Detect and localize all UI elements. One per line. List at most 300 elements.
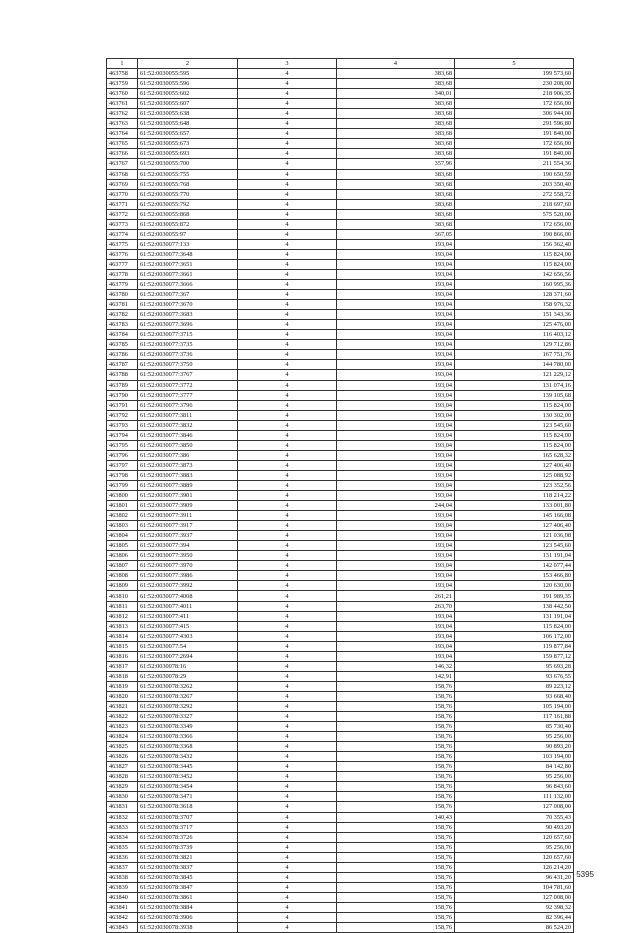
row-number-cell: 463796	[107, 450, 138, 460]
cadastral-number-cell: 61:52:0030077:3750	[138, 360, 238, 370]
category-cell: 4	[238, 812, 337, 822]
cadastral-number-cell: 61:52:0030077:411	[138, 611, 238, 621]
row-number-cell: 463820	[107, 691, 138, 701]
row-number-cell: 463764	[107, 129, 138, 139]
category-cell: 4	[238, 480, 337, 490]
value-cell: 159 877,12	[455, 651, 574, 661]
cadastral-number-cell: 61:52:0030077:3909	[138, 501, 238, 511]
cadastral-number-cell: 61:52:0030078:3454	[138, 782, 238, 792]
table-row	[107, 330, 574, 340]
table-row	[107, 752, 574, 762]
value-cell: 96 843,60	[455, 782, 574, 792]
cadastral-number-cell: 61:52:0030055:595	[138, 69, 238, 79]
category-cell: 4	[238, 129, 337, 139]
cadastral-number-cell: 61:52:0030077:3901	[138, 491, 238, 501]
value-cell: 156 362,40	[455, 239, 574, 249]
category-cell: 4	[238, 762, 337, 772]
row-number-cell: 463839	[107, 882, 138, 892]
area-cell: 193,04	[337, 269, 455, 279]
row-number-cell: 463816	[107, 651, 138, 661]
area-cell: 383,68	[337, 79, 455, 89]
row-number-cell: 463800	[107, 491, 138, 501]
cadastral-number-cell: 61:52:0030078:3368	[138, 742, 238, 752]
value-cell: 95 256,00	[455, 732, 574, 742]
table-row	[107, 671, 574, 681]
cadastral-number-cell: 61:52:0030078:3726	[138, 832, 238, 842]
area-cell: 193,04	[337, 521, 455, 531]
value-cell: 93 676,55	[455, 671, 574, 681]
area-cell: 367,05	[337, 229, 455, 239]
table-row	[107, 822, 574, 832]
category-cell: 4	[238, 300, 337, 310]
value-cell: 85 730,40	[455, 722, 574, 732]
table-row	[107, 480, 574, 490]
value-cell: 230 208,00	[455, 79, 574, 89]
table-row	[107, 450, 574, 460]
cadastral-number-cell: 61:52:0030077:3796	[138, 400, 238, 410]
table-row	[107, 702, 574, 712]
table-row	[107, 460, 574, 470]
area-cell: 193,04	[337, 370, 455, 380]
row-number-cell: 463828	[107, 772, 138, 782]
table-row	[107, 601, 574, 611]
row-number-cell: 463829	[107, 782, 138, 792]
category-cell: 4	[238, 892, 337, 902]
value-cell: 160 995,36	[455, 280, 574, 290]
value-cell: 120 630,00	[455, 581, 574, 591]
value-cell: 111 132,00	[455, 792, 574, 802]
area-cell: 158,76	[337, 792, 455, 802]
cadastral-number-cell: 61:52:0030077:3651	[138, 259, 238, 269]
row-number-cell: 463841	[107, 902, 138, 912]
value-cell: 93 668,40	[455, 691, 574, 701]
value-cell: 115 824,00	[455, 621, 574, 631]
table-row	[107, 892, 574, 902]
area-cell: 244,04	[337, 501, 455, 511]
area-cell: 193,04	[337, 330, 455, 340]
area-cell: 193,04	[337, 430, 455, 440]
area-cell: 193,04	[337, 541, 455, 551]
row-number-cell: 463803	[107, 521, 138, 531]
row-number-cell: 463767	[107, 159, 138, 169]
cadastral-number-cell: 61:52:0030078:3938	[138, 923, 238, 933]
area-cell: 158,76	[337, 832, 455, 842]
cadastral-number-cell: 61:52:0030077:2694	[138, 651, 238, 661]
value-cell: 84 142,80	[455, 762, 574, 772]
category-cell: 4	[238, 420, 337, 430]
value-cell: 103 194,00	[455, 752, 574, 762]
cadastral-number-cell: 61:52:0030077:54	[138, 641, 238, 651]
table-row	[107, 511, 574, 521]
area-cell: 193,04	[337, 651, 455, 661]
category-cell: 4	[238, 732, 337, 742]
value-cell: 127 008,00	[455, 802, 574, 812]
value-cell: 127 406,40	[455, 460, 574, 470]
area-cell: 340,01	[337, 89, 455, 99]
area-cell: 140,43	[337, 812, 455, 822]
table-row	[107, 79, 574, 89]
table-row	[107, 249, 574, 259]
area-cell: 158,76	[337, 923, 455, 933]
cadastral-number-cell: 61:52:0030055:872	[138, 219, 238, 229]
area-cell: 193,04	[337, 360, 455, 370]
value-cell: 144 780,00	[455, 360, 574, 370]
category-cell: 4	[238, 882, 337, 892]
area-cell: 193,04	[337, 249, 455, 259]
value-cell: 115 824,00	[455, 259, 574, 269]
area-cell: 193,04	[337, 480, 455, 490]
table-row	[107, 681, 574, 691]
value-cell: 96 431,20	[455, 872, 574, 882]
table-row	[107, 902, 574, 912]
category-cell: 4	[238, 460, 337, 470]
cadastral-number-cell: 61:52:0030055:673	[138, 139, 238, 149]
value-cell: 172 656,00	[455, 139, 574, 149]
row-number-cell: 463814	[107, 631, 138, 641]
category-cell: 4	[238, 511, 337, 521]
cadastral-number-cell: 61:52:0030078:3739	[138, 842, 238, 852]
area-cell: 158,76	[337, 912, 455, 922]
row-number-cell: 463760	[107, 89, 138, 99]
row-number-cell: 463797	[107, 460, 138, 470]
row-number-cell: 463780	[107, 290, 138, 300]
row-number-cell: 463827	[107, 762, 138, 772]
table-row	[107, 611, 574, 621]
value-cell: 142 656,56	[455, 269, 574, 279]
value-cell: 123 545,60	[455, 541, 574, 551]
row-number-cell: 463843	[107, 923, 138, 933]
table-row	[107, 109, 574, 119]
area-cell: 158,76	[337, 702, 455, 712]
category-cell: 4	[238, 310, 337, 320]
category-cell: 4	[238, 89, 337, 99]
category-cell: 4	[238, 872, 337, 882]
cadastral-number-cell: 61:52:0030055:602	[138, 89, 238, 99]
value-cell: 115 824,00	[455, 430, 574, 440]
row-number-cell: 463778	[107, 269, 138, 279]
category-cell: 4	[238, 149, 337, 159]
row-number-cell: 463765	[107, 139, 138, 149]
category-cell: 4	[238, 209, 337, 219]
category-cell: 4	[238, 712, 337, 722]
value-cell: 120 657,60	[455, 852, 574, 862]
category-cell: 4	[238, 822, 337, 832]
row-number-cell: 463819	[107, 681, 138, 691]
table-row	[107, 772, 574, 782]
table-row	[107, 501, 574, 511]
table-row	[107, 370, 574, 380]
cadastral-number-cell: 61:52:0030077:415	[138, 621, 238, 631]
cadastral-number-cell: 61:52:0030077:367	[138, 290, 238, 300]
table-row	[107, 802, 574, 812]
table-row	[107, 842, 574, 852]
row-number-cell: 463794	[107, 430, 138, 440]
cadastral-number-cell: 61:52:0030078:3471	[138, 792, 238, 802]
table-row	[107, 561, 574, 571]
area-cell: 193,04	[337, 259, 455, 269]
area-cell: 146,32	[337, 661, 455, 671]
value-cell: 272 558,72	[455, 189, 574, 199]
area-cell: 383,68	[337, 209, 455, 219]
category-cell: 4	[238, 370, 337, 380]
category-cell: 4	[238, 832, 337, 842]
category-cell: 4	[238, 782, 337, 792]
cadastral-number-cell: 61:52:0030078:3267	[138, 691, 238, 701]
cadastral-number-cell: 61:52:0030077:3670	[138, 300, 238, 310]
table-row	[107, 430, 574, 440]
category-cell: 4	[238, 521, 337, 531]
category-cell: 4	[238, 79, 337, 89]
table-row	[107, 491, 574, 501]
cadastral-number-cell: 61:52:0030078:29	[138, 671, 238, 681]
table-row	[107, 531, 574, 541]
value-cell: 142 077,44	[455, 561, 574, 571]
area-cell: 383,68	[337, 129, 455, 139]
table-row	[107, 732, 574, 742]
value-cell: 90 493,20	[455, 822, 574, 832]
area-cell: 193,04	[337, 561, 455, 571]
value-cell: 218 697,60	[455, 199, 574, 209]
cadastral-number-cell: 61:52:0030055:700	[138, 159, 238, 169]
table-row	[107, 551, 574, 561]
area-cell: 193,04	[337, 511, 455, 521]
row-number-cell: 463799	[107, 480, 138, 490]
area-cell: 383,68	[337, 189, 455, 199]
data-table	[106, 58, 574, 933]
area-cell: 158,76	[337, 872, 455, 882]
category-cell: 4	[238, 199, 337, 209]
value-cell: 127 008,00	[455, 892, 574, 902]
category-cell: 4	[238, 912, 337, 922]
page-number: 5395	[576, 870, 594, 879]
area-cell: 158,76	[337, 882, 455, 892]
row-number-cell: 463763	[107, 119, 138, 129]
value-cell: 125 088,92	[455, 470, 574, 480]
value-cell: 575 520,00	[455, 209, 574, 219]
category-cell: 4	[238, 842, 337, 852]
category-cell: 4	[238, 691, 337, 701]
table-row	[107, 912, 574, 922]
value-cell: 145 166,08	[455, 511, 574, 521]
table-row	[107, 290, 574, 300]
category-cell: 4	[238, 440, 337, 450]
value-cell: 291 596,80	[455, 119, 574, 129]
category-cell: 4	[238, 99, 337, 109]
area-cell: 158,76	[337, 822, 455, 832]
row-number-cell: 463788	[107, 370, 138, 380]
cadastral-number-cell: 61:52:0030077:3772	[138, 380, 238, 390]
area-cell: 193,04	[337, 280, 455, 290]
area-cell: 193,04	[337, 440, 455, 450]
table-row	[107, 621, 574, 631]
table-row	[107, 119, 574, 129]
row-number-cell: 463769	[107, 179, 138, 189]
table-row	[107, 340, 574, 350]
column-header-5: 5	[455, 59, 574, 69]
value-cell: 105 194,00	[455, 702, 574, 712]
row-number-cell: 463787	[107, 360, 138, 370]
category-cell: 4	[238, 239, 337, 249]
row-number-cell: 463838	[107, 872, 138, 882]
category-cell: 4	[238, 661, 337, 671]
value-cell: 138 442,50	[455, 601, 574, 611]
cadastral-number-cell: 61:52:0030078:3366	[138, 732, 238, 742]
table-row	[107, 521, 574, 531]
column-header-3: 3	[238, 59, 337, 69]
table-row	[107, 99, 574, 109]
value-cell: 123 545,60	[455, 420, 574, 430]
row-number-cell: 463809	[107, 581, 138, 591]
category-cell: 4	[238, 249, 337, 259]
value-cell: 133 001,80	[455, 501, 574, 511]
cadastral-number-cell: 61:52:0030055:596	[138, 79, 238, 89]
row-number-cell: 463783	[107, 320, 138, 330]
cadastral-number-cell: 61:52:0030078:3349	[138, 722, 238, 732]
area-cell: 383,68	[337, 139, 455, 149]
row-number-cell: 463813	[107, 621, 138, 631]
row-number-cell: 463834	[107, 832, 138, 842]
cadastral-number-cell: 61:52:0030077:3735	[138, 340, 238, 350]
area-cell: 158,76	[337, 681, 455, 691]
category-cell: 4	[238, 280, 337, 290]
value-cell: 106 172,00	[455, 631, 574, 641]
value-cell: 120 657,60	[455, 832, 574, 842]
row-number-cell: 463773	[107, 219, 138, 229]
value-cell: 167 751,76	[455, 350, 574, 360]
value-cell: 125 476,00	[455, 320, 574, 330]
table-row	[107, 410, 574, 420]
value-cell: 131 191,04	[455, 551, 574, 561]
category-cell: 4	[238, 410, 337, 420]
cadastral-number-cell: 61:52:0030078:3618	[138, 802, 238, 812]
table-row	[107, 470, 574, 480]
area-cell: 158,76	[337, 742, 455, 752]
area-cell: 383,68	[337, 199, 455, 209]
table-row	[107, 129, 574, 139]
table-row	[107, 300, 574, 310]
cadastral-number-cell: 61:52:0030077:3811	[138, 410, 238, 420]
area-cell: 193,04	[337, 551, 455, 561]
cadastral-number-cell: 61:52:0030078:3717	[138, 822, 238, 832]
category-cell: 4	[238, 259, 337, 269]
row-number-cell: 463812	[107, 611, 138, 621]
area-cell: 142,91	[337, 671, 455, 681]
value-cell: 218 906,35	[455, 89, 574, 99]
value-cell: 115 824,00	[455, 249, 574, 259]
area-cell: 193,04	[337, 581, 455, 591]
table-row	[107, 862, 574, 872]
table-row	[107, 812, 574, 822]
area-cell: 193,04	[337, 420, 455, 430]
cadastral-number-cell: 61:52:0030078:3821	[138, 852, 238, 862]
category-cell: 4	[238, 69, 337, 79]
row-number-cell: 463801	[107, 501, 138, 511]
row-number-cell: 463805	[107, 541, 138, 551]
table-row	[107, 280, 574, 290]
value-cell: 131 074,16	[455, 380, 574, 390]
row-number-cell: 463793	[107, 420, 138, 430]
row-number-cell: 463781	[107, 300, 138, 310]
area-cell: 383,68	[337, 219, 455, 229]
value-cell: 119 877,84	[455, 641, 574, 651]
cadastral-number-cell: 61:52:0030077:4008	[138, 591, 238, 601]
table-row	[107, 209, 574, 219]
cadastral-number-cell: 61:52:0030077:3736	[138, 350, 238, 360]
cadastral-number-cell: 61:52:0030078:3262	[138, 681, 238, 691]
area-cell: 383,68	[337, 69, 455, 79]
category-cell: 4	[238, 330, 337, 340]
category-cell: 4	[238, 159, 337, 169]
value-cell: 127 406,40	[455, 521, 574, 531]
cadastral-number-cell: 61:52:0030055:792	[138, 199, 238, 209]
row-number-cell: 463802	[107, 511, 138, 521]
row-number-cell: 463768	[107, 169, 138, 179]
table-row	[107, 159, 574, 169]
area-cell: 158,76	[337, 782, 455, 792]
table-row	[107, 712, 574, 722]
table-row	[107, 882, 574, 892]
value-cell: 172 656,00	[455, 99, 574, 109]
category-cell: 4	[238, 360, 337, 370]
value-cell: 203 350,40	[455, 179, 574, 189]
cadastral-number-cell: 61:52:0030077:3917	[138, 521, 238, 531]
category-cell: 4	[238, 752, 337, 762]
area-cell: 193,04	[337, 340, 455, 350]
value-cell: 116 403,12	[455, 330, 574, 340]
cadastral-number-cell: 61:52:0030077:4011	[138, 601, 238, 611]
table-row	[107, 832, 574, 842]
table-row	[107, 179, 574, 189]
area-cell: 158,76	[337, 852, 455, 862]
value-cell: 121 036,08	[455, 531, 574, 541]
table-row	[107, 350, 574, 360]
category-cell: 4	[238, 671, 337, 681]
cadastral-number-cell: 61:52:0030078:3292	[138, 702, 238, 712]
category-cell: 4	[238, 641, 337, 651]
value-cell: 130 302,00	[455, 410, 574, 420]
table-row	[107, 229, 574, 239]
row-number-cell: 463830	[107, 792, 138, 802]
table-row	[107, 651, 574, 661]
value-cell: 117 161,88	[455, 712, 574, 722]
table-row	[107, 872, 574, 882]
value-cell: 165 628,32	[455, 450, 574, 460]
value-cell: 158 976,32	[455, 300, 574, 310]
table-row	[107, 420, 574, 430]
area-cell: 158,76	[337, 802, 455, 812]
row-number-cell: 463836	[107, 852, 138, 862]
area-cell: 193,04	[337, 611, 455, 621]
cadastral-number-cell: 61:52:0030078:3837	[138, 862, 238, 872]
area-cell: 193,04	[337, 320, 455, 330]
cadastral-number-cell: 61:52:0030077:3911	[138, 511, 238, 521]
value-cell: 128 371,60	[455, 290, 574, 300]
value-cell: 153 466,80	[455, 571, 574, 581]
row-number-cell: 463808	[107, 571, 138, 581]
value-cell: 129 712,86	[455, 340, 574, 350]
value-cell: 115 824,00	[455, 400, 574, 410]
row-number-cell: 463823	[107, 722, 138, 732]
category-cell: 4	[238, 742, 337, 752]
cadastral-number-cell: 61:52:0030055:693	[138, 149, 238, 159]
category-cell: 4	[238, 792, 337, 802]
area-cell: 193,04	[337, 491, 455, 501]
area-cell: 193,04	[337, 239, 455, 249]
row-number-cell: 463818	[107, 671, 138, 681]
cadastral-number-cell: 61:52:0030078:3432	[138, 752, 238, 762]
category-cell: 4	[238, 681, 337, 691]
area-cell: 193,04	[337, 300, 455, 310]
